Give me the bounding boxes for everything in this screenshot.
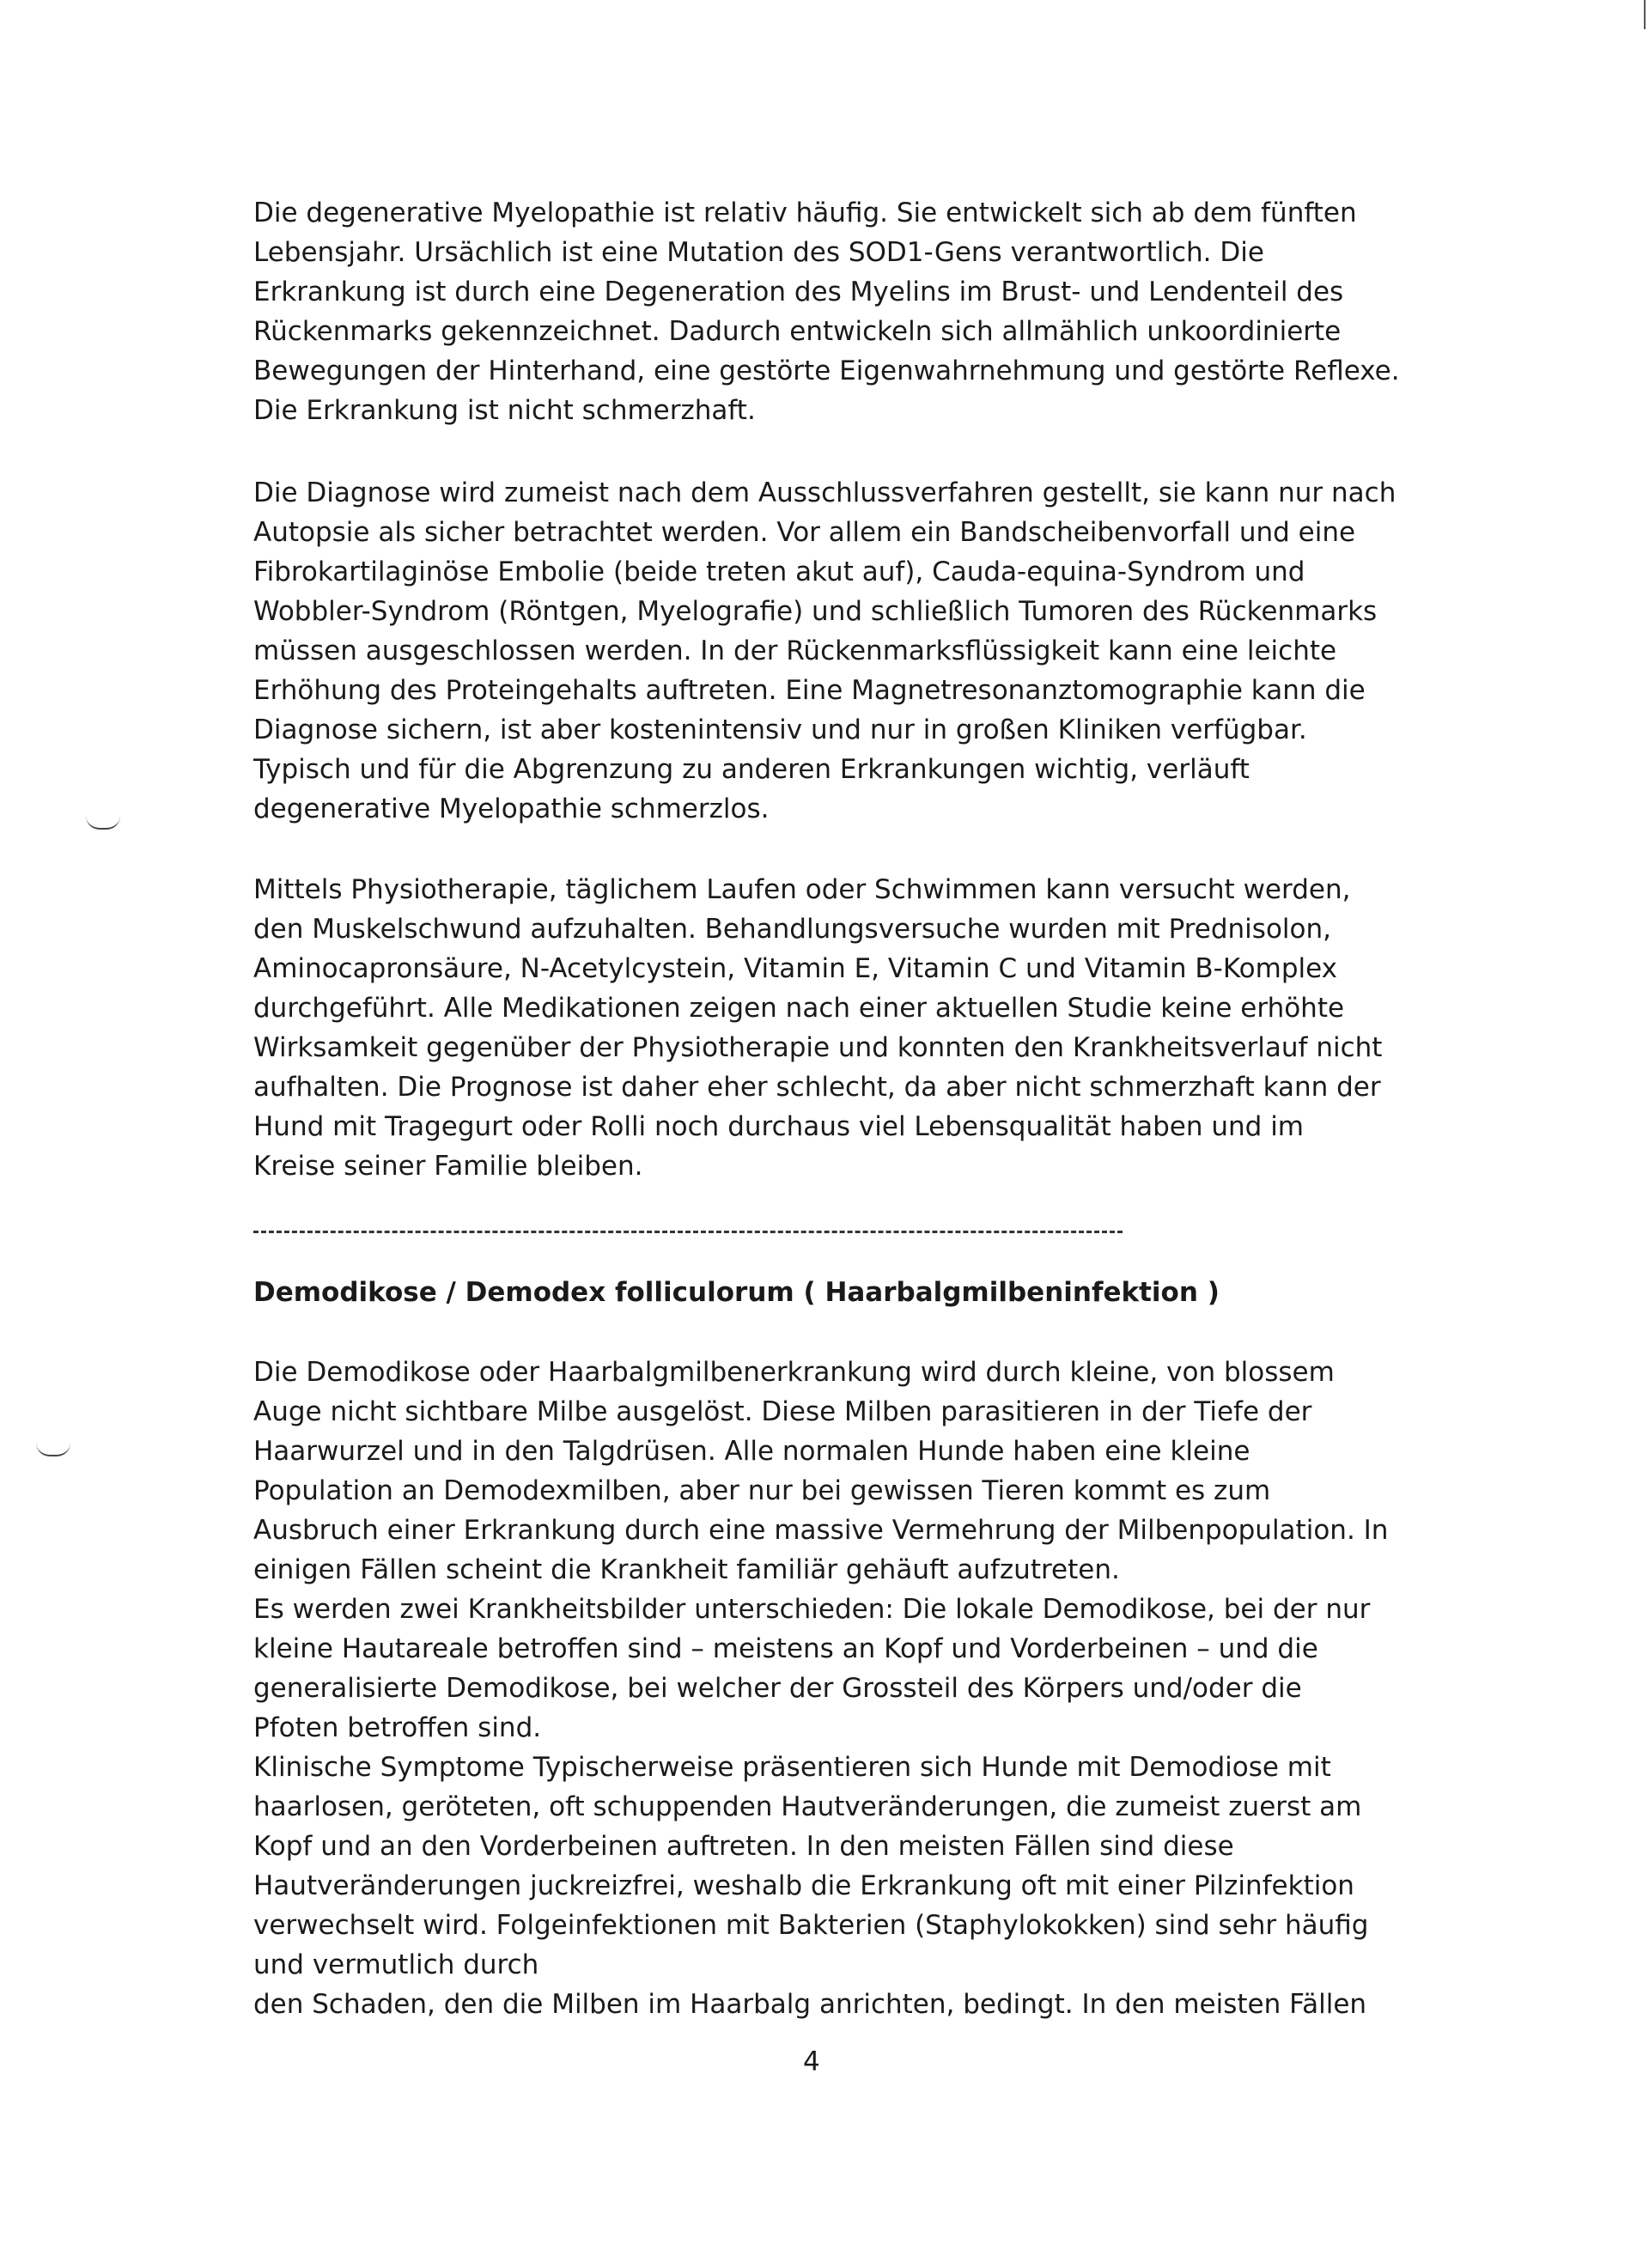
text-line: Aminocapronsäure, N-Acetylcystein, Vitamin E, Vitamin C und Vitamin B-Komplex — [253, 953, 1337, 984]
text-line: Haarwurzel und in den Talgdrüsen. Alle normalen Hunde haben eine kleine — [253, 1436, 1250, 1467]
section-heading-demodikose: Demodikose / Demodex folliculorum ( Haarbalgmilbeninfektion ) — [253, 1277, 1220, 1308]
text-line: und vermutlich durch — [253, 1949, 539, 1980]
text-line: Bewegungen der Hinterhand, eine gestörte Eigenwahrnehmung und gestörte Reflexe. — [253, 356, 1400, 386]
section-separator — [253, 1231, 1123, 1233]
text-line: Rückenmarks gekennzeichnet. Dadurch entwickeln sich allmählich unkoordinierte — [253, 316, 1342, 347]
text-line: kleine Hautareale betroffen sind – meistens an Kopf und Vorderbeinen – und die — [253, 1633, 1318, 1664]
text-line: Pfoten betroffen sind. — [253, 1712, 542, 1743]
text-line: haarlosen, geröteten, oft schuppenden Hautveränderungen, die zumeist zuerst am — [253, 1791, 1362, 1822]
text-line: Population an Demodexmilben, aber nur bei gewissen Tieren kommt es zum — [253, 1475, 1271, 1506]
text-line: Wirksamkeit gegenüber der Physiotherapie und konnten den Krankheitsverlauf nicht — [253, 1032, 1383, 1063]
page-number: 4 — [803, 2046, 820, 2077]
text-line: Hautveränderungen juckreizfrei, weshalb die Erkrankung oft mit einer Pilzinfektion — [253, 1870, 1354, 1901]
text-line: einigen Fällen scheint die Krankheit familiär gehäuft aufzutreten. — [253, 1554, 1120, 1585]
text-line: Die Erkrankung ist nicht schmerzhaft. — [253, 395, 756, 426]
text-line: generalisierte Demodikose, bei welcher der Grossteil des Körpers und/oder die — [253, 1673, 1302, 1704]
text-line: Wobbler-Syndrom (Röntgen, Myelografie) und schließlich Tumoren des Rückenmarks — [253, 596, 1378, 627]
text-line: Fibrokartilaginöse Embolie (beide treten akut auf), Cauda-equina-Syndrom und — [253, 556, 1305, 587]
text-line: Autopsie als sicher betrachtet werden. Vor allem ein Bandscheibenvorfall und eine — [253, 517, 1356, 548]
text-line: Typisch und für die Abgrenzung zu anderen Erkrankungen wichtig, verläuft — [253, 754, 1250, 785]
text-line: Auge nicht sichtbare Milbe ausgelöst. Diese Milben parasitieren in der Tiefe der — [253, 1396, 1312, 1427]
text-line: verwechselt wird. Folgeinfektionen mit Bakterien (Staphylokokken) sind sehr häufig — [253, 1910, 1369, 1941]
text-line: Kopf und an den Vorderbeinen auftreten. In den meisten Fällen sind diese — [253, 1831, 1234, 1862]
text-line: Ausbruch einer Erkrankung durch eine massive Vermehrung der Milbenpopulation. In — [253, 1515, 1389, 1546]
text-line: den Schaden, den die Milben im Haarbalg anrichten, bedingt. In den meisten Fällen — [253, 1989, 1367, 2020]
text-line: durchgeführt. Alle Medikationen zeigen nach einer aktuellen Studie keine erhöhte — [253, 993, 1345, 1024]
text-line: Erhöhung des Proteingehalts auftreten. Eine Magnetresonanztomographie kann die — [253, 675, 1366, 706]
scan-edge-mark — [1644, 0, 1646, 29]
margin-mark-lower — [36, 1443, 70, 1456]
text-line: müssen ausgeschlossen werden. In der Rückenmarksflüssigkeit kann eine leichte — [253, 635, 1337, 666]
text-line: Diagnose sichern, ist aber kostenintensiv und nur in großen Kliniken verfügbar. — [253, 714, 1307, 745]
text-line: Lebensjahr. Ursächlich ist eine Mutation des SOD1-Gens verantwortlich. Die — [253, 237, 1264, 268]
text-line: Mittels Physiotherapie, täglichem Laufen oder Schwimmen kann versucht werden, — [253, 874, 1351, 905]
text-line: Es werden zwei Krankheitsbilder unterschieden: Die lokale Demodikose, bei der nur — [253, 1594, 1371, 1625]
margin-mark-upper — [86, 816, 120, 830]
text-line: Die Demodikose oder Haarbalgmilbenerkrankung wird durch kleine, von blossem — [253, 1357, 1335, 1388]
text-line: Erkrankung ist durch eine Degeneration des Myelins im Brust- und Lendenteil des — [253, 277, 1344, 307]
text-line: Hund mit Tragegurt oder Rolli noch durchaus viel Lebensqualität haben und im — [253, 1111, 1305, 1142]
text-line: Kreise seiner Familie bleiben. — [253, 1151, 643, 1182]
text-line: Die degenerative Myelopathie ist relativ häufig. Sie entwickelt sich ab dem fünften — [253, 198, 1357, 228]
text-line: degenerative Myelopathie schmerzlos. — [253, 793, 770, 824]
text-line: Klinische Symptome Typischerweise präsentieren sich Hunde mit Demodiose mit — [253, 1752, 1331, 1783]
text-line: aufhalten. Die Prognose ist daher eher schlecht, da aber nicht schmerzhaft kann der — [253, 1072, 1381, 1103]
text-line: den Muskelschwund aufzuhalten. Behandlungsversuche wurden mit Prednisolon, — [253, 914, 1331, 945]
text-line: Die Diagnose wird zumeist nach dem Ausschlussverfahren gestellt, sie kann nur nach — [253, 477, 1396, 508]
